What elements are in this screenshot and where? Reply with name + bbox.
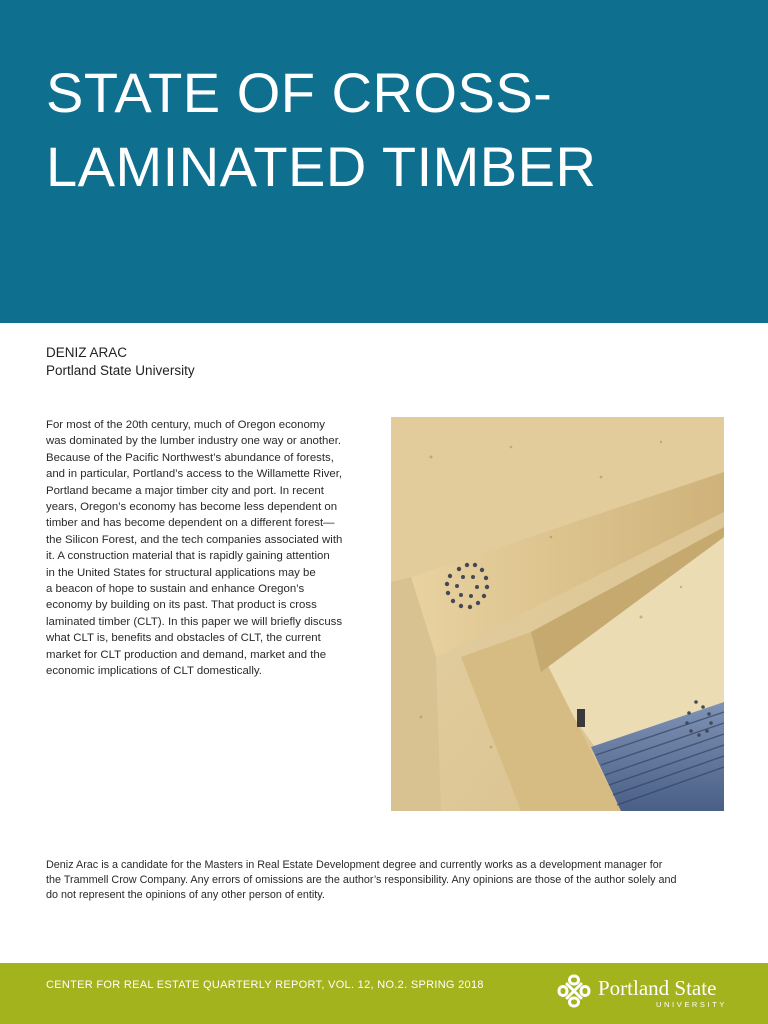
abstract-line: laminated timber (CLT). In this paper we will briefly discuss — [46, 615, 343, 628]
psu-logo-subtitle: UNIVERSITY — [656, 1000, 728, 1009]
footer-citation: CENTER FOR REAL ESTATE QUARTERLY REPORT, VOL. 12, NO.2. SPRING 2018 — [46, 979, 484, 991]
abstract-line: was dominated by the lumber industry one way or another. — [46, 435, 342, 448]
author-footnote — [46, 858, 736, 904]
abstract-line: Because of the Pacific Northwest’s abundance of forests, — [46, 451, 334, 464]
footnote-line: the Trammell Crow Company. Any errors of omissions are the author’s responsibility. Any opinions are those of the author solely and — [46, 874, 677, 887]
author-block — [46, 344, 195, 380]
abstract-line: the Silicon Forest, and the tech companies associated with — [46, 533, 343, 546]
abstract-line: years, Oregon’s economy has become less dependent on — [46, 501, 338, 514]
abstract-line: timber and has become dependent on a different forest— — [46, 517, 335, 530]
abstract-line: and in particular, Portland’s access to the Willamette River, — [46, 468, 343, 481]
page-title — [46, 56, 746, 204]
abstract-line: economic implications of CLT domestically. — [46, 665, 262, 678]
footnote-line: Deniz Arac is a candidate for the Masters in Real Estate Development degree and currently works as a development manager for — [46, 859, 663, 871]
psu-logo-name: Portland State — [598, 976, 717, 1000]
author-name: DENIZ ARAC — [46, 345, 128, 360]
abstract-line: economy by building on its past. That product is cross — [46, 599, 317, 612]
abstract-line: Portland became a major timber city and port. In recent — [46, 484, 324, 497]
title-banner — [0, 0, 768, 323]
timber-ceiling-image — [391, 417, 724, 811]
abstract-line: For most of the 20th century, much of Oregon economy — [46, 419, 325, 431]
psu-logo-icon — [556, 973, 592, 1009]
footnote-line: do not represent the opinions of any other person of entity. — [46, 889, 325, 902]
abstract-line: a beacon of hope to sustain and enhance Oregon’s — [46, 583, 305, 596]
abstract-line: it. A construction material that is rapidly gaining attention — [46, 550, 330, 563]
clt-timber-photo — [391, 417, 724, 811]
title-line: STATE OF CROSS- — [46, 61, 553, 124]
author-affiliation: Portland State University — [46, 363, 195, 378]
abstract-line: in the United States for structural applications may be — [46, 566, 316, 579]
abstract-text — [46, 417, 386, 680]
abstract-line: market for CLT production and demand, market and the — [46, 648, 327, 661]
title-line: LAMINATED TIMBER — [46, 135, 597, 198]
abstract-line: what CLT is, benefits and obstacles of CLT, the current — [46, 632, 321, 645]
